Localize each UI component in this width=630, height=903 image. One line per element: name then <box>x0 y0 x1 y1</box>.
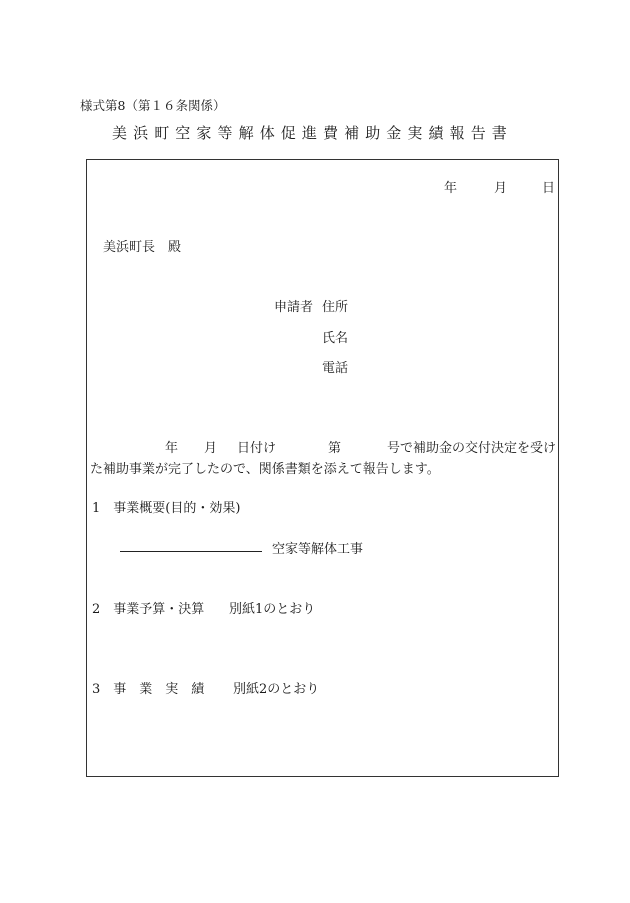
body-date-suffix: 日付け <box>237 441 277 456</box>
section2-value: 別紙1のとおり <box>229 602 316 617</box>
addressee: 美浜町長 殿 <box>103 240 182 255</box>
body-number-prefix: 第 <box>328 441 342 456</box>
date-month: 月 <box>494 181 508 196</box>
applicant-name-label: 氏名 <box>322 331 349 346</box>
date-year: 年 <box>444 181 458 196</box>
date-day: 日 <box>542 181 556 196</box>
body-line2: た補助事業が完了したので、関係書類を添えて報告します。 <box>90 462 440 477</box>
body-month: 月 <box>204 441 218 456</box>
body-year: 年 <box>165 441 179 456</box>
document-title: 美浜町空家等解体促進費補助金実績報告書 <box>112 124 513 142</box>
applicant-phone-label: 電話 <box>322 361 349 376</box>
section3-heading: 3 事 業 実 績 <box>92 682 205 697</box>
section2-heading: 2 事業予算・決算 <box>92 602 205 617</box>
section1-item: 空家等解体工事 <box>272 542 364 557</box>
applicant-label: 申請者 <box>274 300 314 315</box>
blank-underline <box>120 551 262 552</box>
body-line1-tail: 号で補助金の交付決定を受け <box>387 441 557 456</box>
form-number-label: 様式第8（第１６条関係） <box>80 98 226 113</box>
section3-value: 別紙2のとおり <box>233 682 320 697</box>
section1-heading: 1 事業概要(目的・効果) <box>92 501 241 516</box>
applicant-address-label: 住所 <box>322 300 349 315</box>
